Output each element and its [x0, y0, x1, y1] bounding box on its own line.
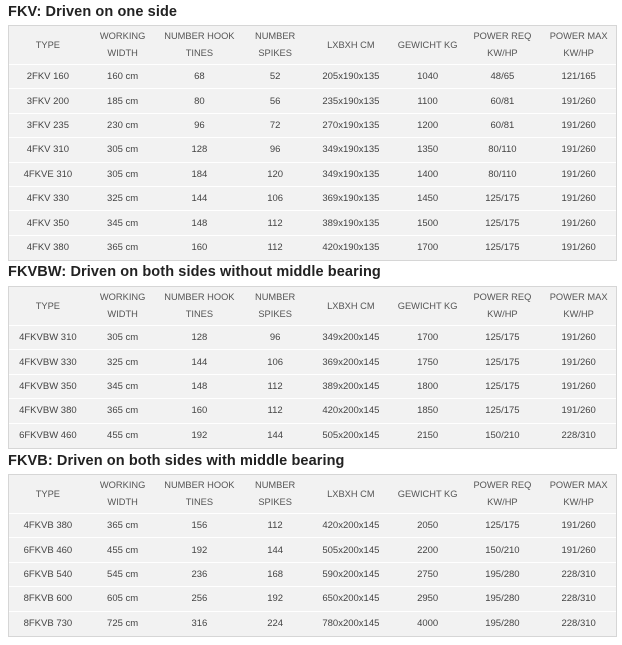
cell-working-width: 325 cm: [107, 193, 139, 205]
cell-power-req: 125/175: [485, 193, 520, 205]
cell-hook-tines: 236: [191, 568, 208, 580]
cell-working-width: 305 cm: [107, 168, 139, 180]
cell-spikes: 192: [267, 593, 284, 605]
table-row: [9, 514, 616, 538]
cell-type: 6FKVBW 460: [19, 430, 77, 442]
cell-power-req: 48/65: [490, 71, 515, 83]
cell-working-width: 605 cm: [107, 593, 139, 605]
cell-weight: 1800: [417, 380, 439, 392]
table-row: [9, 587, 616, 611]
cell-weight: 1200: [417, 119, 439, 131]
header-spikes: NUMBER SPIKES: [254, 480, 296, 507]
cell-dimensions: 590x200x145: [322, 568, 380, 580]
cell-dimensions: 505x200x145: [322, 430, 380, 442]
cell-hook-tines: 148: [191, 217, 208, 229]
cell-type: 8FKVB 730: [23, 618, 73, 630]
cell-dimensions: 270x190x135: [322, 119, 380, 131]
cell-type: 6FKVB 460: [23, 544, 73, 556]
cell-working-width: 365 cm: [107, 405, 139, 417]
cell-type: 3FKV 235: [26, 119, 69, 131]
cell-type: 4FKVB 380: [23, 520, 73, 532]
cell-working-width: 305 cm: [107, 332, 139, 344]
table-row: [9, 89, 616, 113]
table-row: [9, 399, 616, 423]
cell-hook-tines: 144: [191, 193, 208, 205]
header-dimensions: LXBXH CM: [327, 488, 375, 499]
header-type: TYPE: [35, 39, 61, 50]
header-power-max: POWER MAX KW/HP: [549, 292, 608, 319]
cell-hook-tines: 128: [191, 144, 208, 156]
spec-table: [8, 474, 617, 637]
table-header-row: [9, 287, 616, 326]
header-spikes: NUMBER SPIKES: [254, 292, 296, 319]
cell-working-width: 230 cm: [107, 119, 139, 131]
table-row: [9, 375, 616, 399]
cell-spikes: 112: [267, 242, 283, 254]
table-row: [9, 138, 616, 162]
cell-power-max: 191/260: [561, 95, 596, 107]
cell-power-req: 60/81: [490, 95, 515, 107]
header-working-width: WORKING WIDTH: [99, 31, 146, 58]
cell-hook-tines: 316: [191, 618, 208, 630]
cell-dimensions: 420x200x145: [322, 405, 380, 417]
table-header-row: [9, 26, 616, 65]
cell-working-width: 185 cm: [107, 95, 139, 107]
header-power-max: POWER MAX KW/HP: [549, 31, 608, 58]
cell-weight: 2050: [417, 520, 439, 532]
cell-weight: 1700: [417, 332, 439, 344]
cell-dimensions: 389x190x135: [322, 217, 380, 229]
header-power-max: POWER MAX KW/HP: [549, 480, 608, 507]
cell-spikes: 96: [269, 144, 281, 156]
cell-dimensions: 369x200x145: [322, 356, 380, 368]
cell-working-width: 455 cm: [107, 430, 139, 442]
cell-type: 4FKV 380: [26, 242, 69, 254]
cell-power-req: 195/280: [485, 568, 520, 580]
cell-spikes: 112: [267, 520, 283, 532]
cell-dimensions: 650x200x145: [322, 593, 380, 605]
table-row: [9, 65, 616, 89]
cell-hook-tines: 156: [191, 520, 208, 532]
cell-spikes: 112: [267, 380, 283, 392]
cell-power-req: 195/280: [485, 618, 520, 630]
cell-power-max: 191/260: [561, 168, 596, 180]
cell-dimensions: 505x200x145: [322, 544, 380, 556]
header-weight: GEWICHT KG: [397, 39, 458, 50]
cell-hook-tines: 184: [191, 168, 208, 180]
cell-power-req: 60/81: [490, 119, 515, 131]
table-row: [9, 236, 616, 260]
cell-power-req: 80/110: [488, 168, 517, 180]
section-title: FKV: Driven on one side: [8, 4, 178, 20]
cell-weight: 1700: [417, 242, 439, 254]
cell-type: 4FKV 310: [26, 144, 69, 156]
spec-table: [8, 286, 617, 449]
cell-spikes: 106: [267, 193, 284, 205]
cell-hook-tines: 128: [191, 332, 208, 344]
cell-spikes: 112: [267, 217, 283, 229]
cell-power-max: 191/260: [561, 144, 596, 156]
cell-dimensions: 205x190x135: [322, 71, 380, 83]
cell-working-width: 365 cm: [107, 520, 139, 532]
cell-spikes: 106: [267, 356, 284, 368]
cell-dimensions: 389x200x145: [322, 380, 380, 392]
cell-hook-tines: 160: [191, 242, 208, 254]
header-working-width: WORKING WIDTH: [99, 292, 146, 319]
cell-power-max: 191/260: [561, 242, 596, 254]
cell-weight: 4000: [417, 618, 439, 630]
cell-spikes: 72: [269, 119, 281, 131]
header-type: TYPE: [35, 488, 61, 499]
cell-type: 4FKVBW 380: [19, 405, 77, 417]
cell-type: 4FKVE 310: [23, 168, 73, 180]
cell-working-width: 325 cm: [107, 356, 139, 368]
cell-hook-tines: 144: [191, 356, 208, 368]
header-working-width: WORKING WIDTH: [99, 480, 146, 507]
section-title: FKVBW: Driven on both sides without middle bearing: [8, 264, 381, 280]
cell-spikes: 168: [267, 568, 284, 580]
cell-power-req: 125/175: [485, 520, 520, 532]
cell-dimensions: 349x200x145: [322, 332, 380, 344]
cell-weight: 1850: [417, 405, 439, 417]
cell-power-max: 191/260: [561, 356, 596, 368]
cell-weight: 1750: [417, 356, 439, 368]
cell-type: 4FKV 330: [26, 193, 69, 205]
header-hook-tines: NUMBER HOOK TINES: [164, 292, 235, 319]
cell-power-req: 125/175: [485, 242, 520, 254]
cell-type: 4FKVBW 310: [19, 332, 77, 344]
cell-weight: 2750: [417, 568, 439, 580]
cell-hook-tines: 68: [194, 71, 205, 83]
cell-hook-tines: 96: [194, 119, 205, 131]
cell-dimensions: 235x190x135: [322, 95, 380, 107]
cell-power-max: 228/310: [561, 618, 596, 630]
cell-type: 6FKVB 540: [23, 568, 73, 580]
table-row: [9, 326, 616, 350]
table-row: [9, 424, 616, 448]
cell-spikes: 144: [267, 544, 284, 556]
table-row: [9, 187, 616, 211]
table-row: [9, 538, 616, 562]
cell-power-req: 125/175: [485, 405, 520, 417]
cell-spikes: 224: [267, 618, 284, 630]
cell-weight: 2150: [417, 430, 439, 442]
cell-type: 8FKVB 600: [23, 593, 73, 605]
header-power-req: POWER REQ KW/HP: [473, 480, 532, 507]
cell-spikes: 144: [267, 430, 284, 442]
header-type: TYPE: [35, 300, 61, 311]
cell-power-max: 191/260: [561, 544, 596, 556]
cell-dimensions: 369x190x135: [322, 193, 380, 205]
cell-working-width: 305 cm: [107, 144, 139, 156]
cell-dimensions: 349x190x135: [322, 144, 380, 156]
cell-type: 4FKV 350: [26, 217, 69, 229]
cell-dimensions: 420x190x135: [322, 242, 380, 254]
header-dimensions: LXBXH CM: [327, 39, 375, 50]
section-title: FKVB: Driven on both sides with middle bearing: [8, 453, 345, 469]
header-power-req: POWER REQ KW/HP: [473, 292, 532, 319]
cell-power-max: 191/260: [561, 193, 596, 205]
cell-working-width: 365 cm: [107, 242, 139, 254]
cell-power-max: 191/260: [561, 119, 596, 131]
cell-working-width: 725 cm: [107, 618, 139, 630]
cell-type: 4FKVBW 330: [19, 356, 77, 368]
cell-power-req: 80/110: [488, 144, 517, 156]
cell-dimensions: 780x200x145: [322, 618, 380, 630]
cell-hook-tines: 148: [191, 380, 208, 392]
cell-spikes: 52: [269, 71, 281, 83]
cell-working-width: 545 cm: [107, 568, 139, 580]
cell-working-width: 455 cm: [107, 544, 139, 556]
cell-weight: 1350: [417, 144, 439, 156]
cell-spikes: 56: [269, 95, 281, 107]
cell-power-req: 125/175: [485, 332, 520, 344]
header-hook-tines: NUMBER HOOK TINES: [164, 480, 235, 507]
cell-weight: 1400: [417, 168, 439, 180]
cell-dimensions: 349x190x135: [322, 168, 380, 180]
cell-working-width: 345 cm: [107, 217, 139, 229]
table-row: [9, 563, 616, 587]
header-spikes: NUMBER SPIKES: [254, 31, 296, 58]
cell-hook-tines: 192: [191, 430, 208, 442]
table-row: [9, 114, 616, 138]
cell-power-max: 191/260: [561, 520, 596, 532]
cell-type: 3FKV 200: [26, 95, 69, 107]
cell-working-width: 160 cm: [107, 71, 139, 83]
cell-type: 4FKVBW 350: [19, 380, 77, 392]
cell-hook-tines: 160: [191, 405, 208, 417]
cell-weight: 1500: [417, 217, 439, 229]
cell-spikes: 120: [267, 168, 284, 180]
cell-weight: 2200: [417, 544, 439, 556]
cell-hook-tines: 80: [194, 95, 205, 107]
table-row: [9, 350, 616, 374]
cell-working-width: 345 cm: [107, 380, 139, 392]
cell-power-req: 125/175: [485, 380, 520, 392]
cell-power-req: 150/210: [485, 544, 520, 556]
cell-spikes: 112: [267, 405, 283, 417]
cell-weight: 1100: [417, 95, 438, 107]
cell-spikes: 96: [269, 332, 281, 344]
cell-power-max: 191/260: [561, 380, 596, 392]
cell-hook-tines: 192: [191, 544, 208, 556]
cell-weight: 1450: [417, 193, 439, 205]
table-header-row: [9, 475, 616, 514]
table-row: [9, 612, 616, 636]
cell-power-max: 121/165: [561, 71, 596, 83]
cell-power-max: 228/310: [561, 593, 596, 605]
cell-hook-tines: 256: [191, 593, 208, 605]
cell-power-max: 191/260: [561, 332, 596, 344]
cell-power-max: 191/260: [561, 405, 596, 417]
cell-dimensions: 420x200x145: [322, 520, 380, 532]
table-row: [9, 211, 616, 235]
header-weight: GEWICHT KG: [397, 488, 458, 499]
cell-power-req: 125/175: [485, 217, 520, 229]
header-weight: GEWICHT KG: [397, 300, 458, 311]
header-dimensions: LXBXH CM: [327, 300, 375, 311]
cell-power-max: 191/260: [561, 217, 596, 229]
header-hook-tines: NUMBER HOOK TINES: [164, 31, 235, 58]
cell-power-req: 195/280: [485, 593, 520, 605]
cell-power-max: 228/310: [561, 568, 596, 580]
cell-type: 2FKV 160: [26, 71, 69, 83]
cell-power-req: 125/175: [485, 356, 520, 368]
spec-table: [8, 25, 617, 261]
table-row: [9, 163, 616, 187]
cell-power-max: 228/310: [561, 430, 596, 442]
cell-power-req: 150/210: [485, 430, 520, 442]
header-power-req: POWER REQ KW/HP: [473, 31, 532, 58]
cell-weight: 1040: [417, 71, 439, 83]
cell-weight: 2950: [417, 593, 439, 605]
